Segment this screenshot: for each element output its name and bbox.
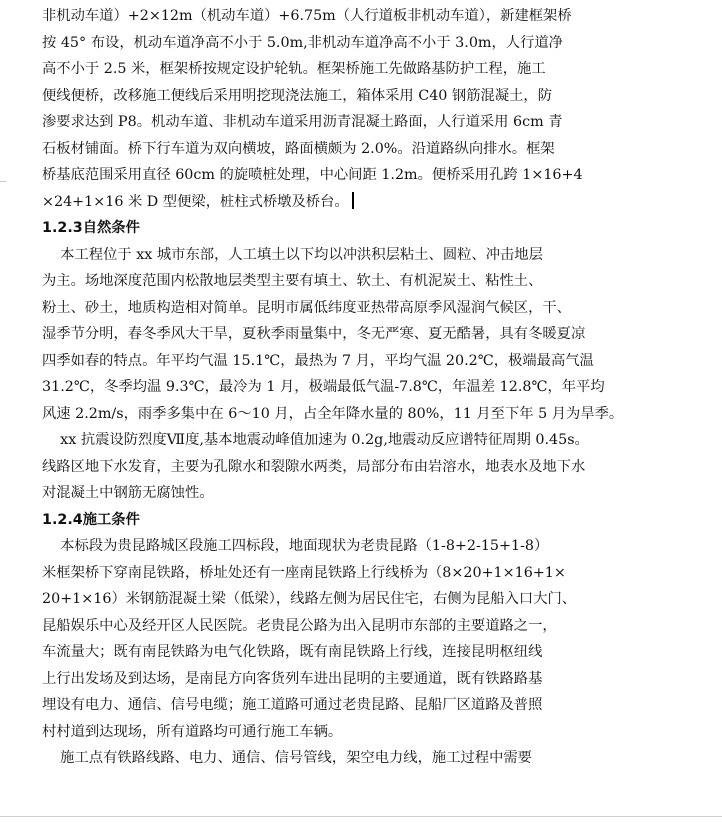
line-text: 1.2.3自然条件 — [42, 220, 140, 236]
line-text: 本标段为贵昆路城区段施工四标段，地面现状为老贵昆路（1-8+2-15+1-8） — [42, 538, 549, 554]
text-line — [42, 719, 654, 746]
text-line — [42, 30, 654, 57]
text-line — [42, 189, 654, 216]
line-text: xx 抗震设防烈度Ⅶ度,基本地震动峰值加速为 0.2g,地震动反应谱特征周期 0.45s。 — [42, 432, 589, 448]
text-line — [42, 3, 654, 30]
section-heading — [42, 507, 654, 534]
text-line — [42, 401, 654, 428]
text-line — [42, 136, 654, 163]
line-text: 线路区地下水发育，主要为孔隙水和裂隙水两类，局部分布由岩溶水，地表水及地下水 — [42, 458, 586, 475]
margin-mark — [0, 181, 6, 182]
text-line — [42, 666, 654, 693]
line-text: 1.2.4施工条件 — [42, 511, 140, 528]
text-line — [42, 533, 654, 560]
line-text: 米框架桥下穿南昆铁路，桥址处还有一座南昆铁路上行线桥为（8×20+1×16+1× — [42, 564, 566, 581]
line-text: 20+1×16）米钢筋混凝土梁（低梁），线路左侧为居民住宅，右侧为昆船入口大门、 — [42, 591, 577, 607]
text-cursor — [352, 192, 354, 209]
line-text: 四季如春的特点。年平均气温 15.1℃，最热为 7 月，平均气温 20.2℃，极端最高气温 — [42, 352, 594, 369]
text-line — [42, 639, 654, 666]
page-bottom-rule — [0, 816, 722, 817]
section-heading — [42, 215, 654, 242]
text-line — [42, 162, 654, 189]
line-text: 风速 2.2m/s，雨季多集中在 6～10 月，占全年降水量的 80%，11 月至下年 5 月为旱季。 — [42, 405, 624, 422]
line-text: 31.2℃，冬季均温 9.3℃，最冷为 1 月，极端最低气温-7.8℃，年温差 12.8℃，年平均 — [42, 379, 605, 395]
text-line — [42, 613, 654, 640]
line-text: 便线便桥，改移施工便线后采用明挖现浇法施工，箱体采用 C40 钢筋混凝土，防 — [42, 87, 553, 104]
text-line — [42, 692, 654, 719]
line-text: 按 45° 布设，机动车道净高不小于 5.0m,非机动车道净高不小于 3.0m，人行道净 — [42, 34, 563, 51]
text-line — [42, 321, 654, 348]
text-line — [42, 348, 654, 375]
line-text: 上行出发场及到达场，是南昆方向客货列车进出昆明的主要通道，既有铁路路基 — [42, 670, 543, 687]
document-body — [42, 3, 654, 772]
line-text: 埋设有电力、通信、信号电缆；施工道路可通过老贵昆路、昆船厂区道路及普照 — [42, 697, 543, 713]
text-line — [42, 454, 654, 481]
line-text: 昆船娱乐中心及经开区人民医院。老贵昆公路为出入昆明市东部的主要道路之一， — [42, 617, 557, 634]
text-line — [42, 374, 654, 401]
line-text: 车流量大；既有南昆铁路为电气化铁路，既有南昆铁路上行线，连接昆明枢纽线 — [42, 644, 543, 660]
line-text: 渗要求达到 P8。机动车道、非机动车道采用沥青混凝土路面，人行道采用 6cm 青 — [42, 114, 563, 130]
line-text: 湿季节分明，春冬季风大干旱，夏秋季雨量集中，冬无严寒、夏无酷暑，具有冬暖夏凉 — [42, 326, 586, 342]
line-text: 粉土、砂土，地质构造相对简单。昆明市属低纬度亚热带高原季风湿润气候区，干、 — [42, 299, 571, 316]
line-text: 高不小于 2.5 米，框架桥按规定设护轮轨。框架桥施工先做路基防护工程，施工 — [42, 61, 546, 77]
text-line — [42, 560, 654, 587]
text-line — [42, 586, 654, 613]
text-line — [42, 480, 654, 507]
line-text: ×24+1×16 米 D 型便梁，桩柱式桥墩及桥台。 — [42, 193, 349, 210]
text-line — [42, 56, 654, 83]
line-text: 村村道到达现场，所有道路均可通行施工车辆。 — [42, 723, 343, 740]
line-text: 石板材铺面。桥下行车道为双向横坡，路面横颇为 2.0%。沿道路纵向排水。框架 — [42, 140, 555, 157]
line-text: 桥基底范围采用直径 60cm 的旋喷桩处理，中心间距 1.2m。便桥采用孔跨 1×16+4 — [42, 167, 583, 183]
line-text: 本工程位于 xx 城市东部，人工填土以下均以冲洪积层粘土、圆粒、冲击地层 — [42, 246, 543, 263]
line-text: 为主。场地深度范围内松散地层类型主要有填土、软土、有机泥炭土、粘性土、 — [42, 273, 543, 289]
text-line — [42, 242, 654, 269]
line-text: 对混凝土中钢筋无腐蚀性。 — [42, 485, 214, 501]
line-text: 施工点有铁路线路、电力、通信、信号管线，架空电力线，施工过程中需要 — [42, 750, 532, 766]
text-line — [42, 109, 654, 136]
text-line — [42, 427, 654, 454]
text-line — [42, 295, 654, 322]
text-line — [42, 268, 654, 295]
text-line — [42, 745, 654, 772]
text-line — [42, 83, 654, 110]
line-text: 非机动车道）+2×12m（机动车道）+6.75m（人行道板非机动车道），新建框架桥 — [42, 8, 572, 24]
